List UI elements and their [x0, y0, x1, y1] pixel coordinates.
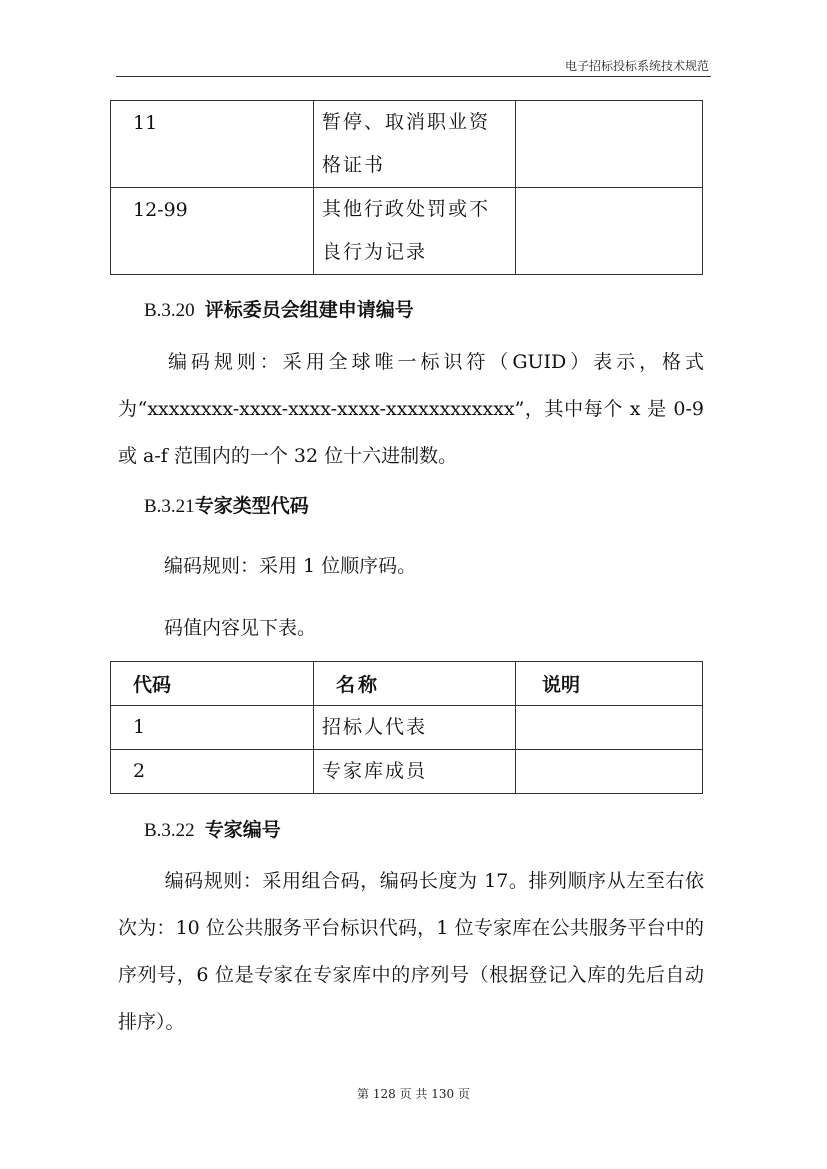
name-cell — [314, 188, 516, 275]
section-heading-b322 — [144, 815, 281, 842]
section-number: B.3.21 — [144, 496, 195, 517]
section-title: 专家编号 — [204, 819, 281, 841]
name-line-1: 其他行政处罚或不 — [322, 198, 491, 220]
expert-type-code-table — [110, 661, 703, 794]
table-row — [111, 706, 703, 750]
penalty-code-table-continued — [110, 100, 703, 275]
code-cell: 12-99 — [111, 188, 314, 275]
section-number: B.3.20 — [144, 300, 195, 321]
table-intro-text: 码值内容见下表。 — [164, 617, 317, 639]
section-title: 专家类型代码 — [194, 495, 309, 517]
header-name: 名称 — [314, 662, 516, 706]
section-heading-b320 — [144, 295, 414, 322]
coding-rule-text: 编码规则：采用 1 位顺序码。 — [164, 555, 417, 577]
code-cell: 1 — [111, 706, 314, 750]
section-title: 评标委员会组建申请编号 — [204, 299, 414, 321]
header-code: 代码 — [111, 662, 314, 706]
name-line-1: 暂停、取消职业资 — [322, 111, 491, 133]
header-desc: 说明 — [516, 662, 703, 706]
table-row — [111, 750, 703, 794]
desc-cell — [516, 188, 703, 275]
paragraph-text: 编码规则：采用组合码，编码长度为 17。排列顺序从左至右依次为：10 位公共服务平台标识代码，1 位专家库在公共服务平台中的序列号，6 位是专家在专家库中的序列号（根据登记入库的先后自动排序）。 — [118, 870, 704, 1033]
paragraph-text: 编码规则：采用全球唯一标识符（GUID）表示，格式为“xxxxxxxx-xxxx-xxxx-xxxx-xxxxxxxxxxxx”，其中每个 x 是 0-9 或 a-f 范围内的一个 32 位十六进制数。 — [118, 351, 704, 467]
name-line-2: 格证书 — [322, 154, 386, 176]
section-heading-b321 — [144, 491, 309, 518]
table-header-row — [111, 662, 703, 706]
section-number: B.3.22 — [144, 820, 195, 841]
page-number-footer: 第 128 页 共 130 页 — [357, 1087, 470, 1101]
running-header: 电子招标投标系统技术规范 — [564, 59, 709, 73]
code-cell: 2 — [111, 750, 314, 794]
table-row — [111, 101, 703, 188]
desc-cell — [516, 101, 703, 188]
desc-cell — [516, 750, 703, 794]
desc-cell — [516, 706, 703, 750]
name-cell — [314, 101, 516, 188]
header-rule — [116, 76, 711, 77]
code-cell: 11 — [111, 101, 314, 188]
name-cell: 专家库成员 — [314, 750, 516, 794]
name-cell: 招标人代表 — [314, 706, 516, 750]
section-paragraph-b320 — [118, 339, 704, 480]
name-line-2: 良行为记录 — [322, 241, 428, 263]
section-paragraph-b322 — [118, 858, 704, 1046]
table-row — [111, 188, 703, 275]
